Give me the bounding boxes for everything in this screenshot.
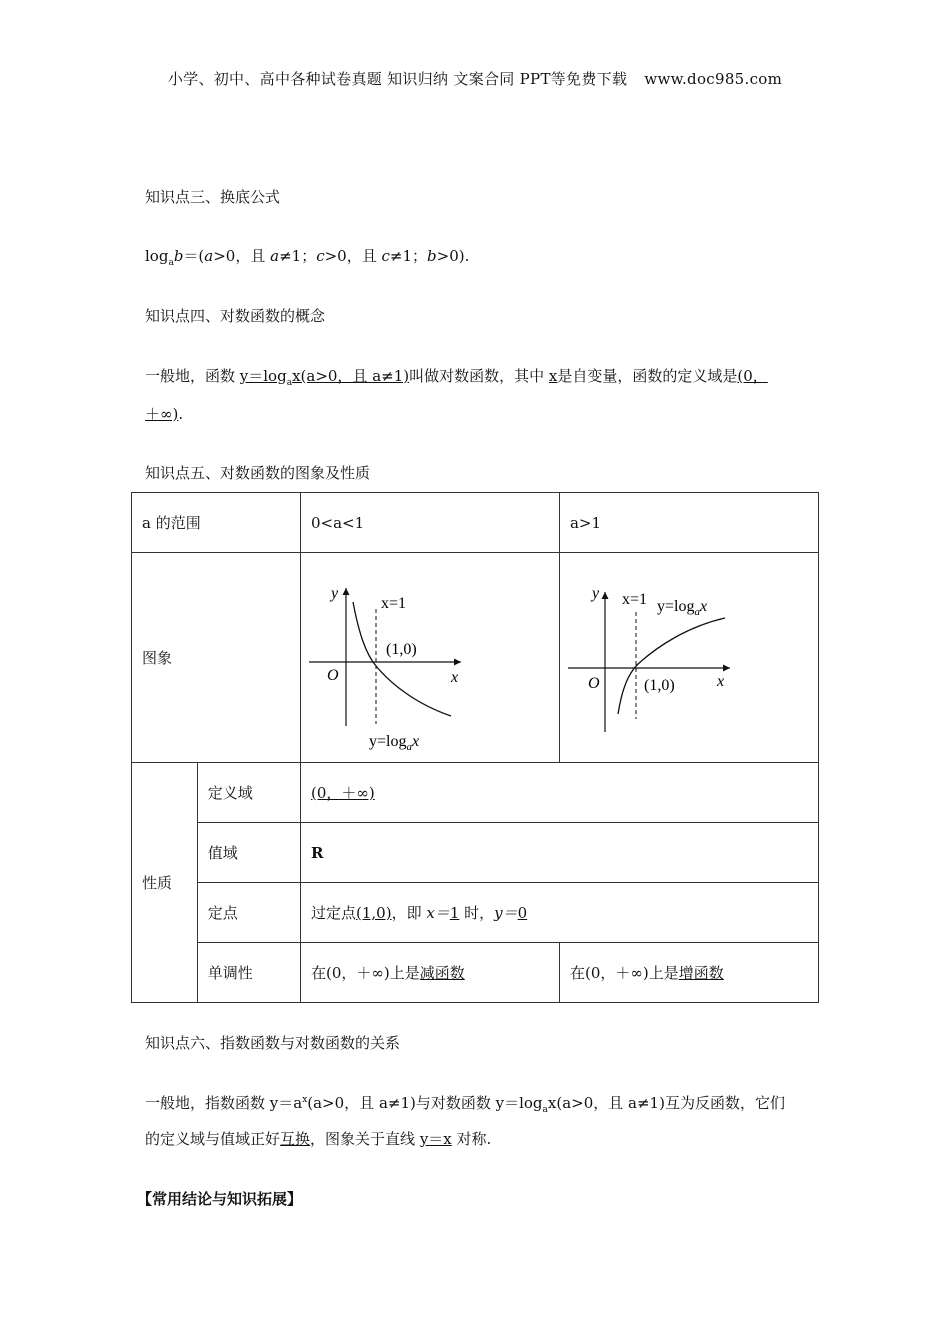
graph-increasing-svg bbox=[560, 554, 818, 762]
label-fixed-point: 定点 bbox=[197, 883, 300, 943]
header-text: 小学、初中、高中各种试卷真题 知识归纳 文案合同 PPT等免费下载 bbox=[167, 70, 628, 88]
graph-decreasing bbox=[300, 553, 559, 763]
value-mono-decreasing: 在(0，＋∞)上是减函数 bbox=[300, 943, 559, 1003]
label-x: x bbox=[450, 668, 459, 686]
col-header-small: 0<a<1 bbox=[300, 493, 559, 553]
label-curve: $y=\log_ax$ bbox=[656, 597, 708, 618]
value-domain: (0，＋∞) bbox=[300, 763, 818, 823]
label-x-eq-1: x=1 bbox=[621, 590, 648, 608]
label-monotonicity: 单调性 bbox=[197, 943, 300, 1003]
label-origin: O bbox=[587, 674, 600, 692]
properties-table bbox=[131, 492, 819, 1003]
label-range: 值域 bbox=[197, 823, 300, 883]
section-3-title: 知识点三、换底公式 bbox=[145, 188, 281, 206]
value-mono-increasing: 在(0，＋∞)上是增函数 bbox=[559, 943, 818, 1003]
section-5-title: 知识点五、对数函数的图象及性质 bbox=[145, 464, 371, 482]
graph-decreasing-svg bbox=[301, 554, 559, 762]
label-y: y bbox=[591, 584, 600, 602]
log-curve-decreasing bbox=[353, 602, 451, 716]
label-point: (1,0) bbox=[643, 676, 675, 694]
section-4-title: 知识点四、对数函数的概念 bbox=[145, 307, 326, 325]
label-curve: $y=\log_ax$ bbox=[368, 732, 420, 753]
label-x-eq-1: x=1 bbox=[380, 594, 407, 612]
inverse-line-2: 的定义域与值域正好互换，图象关于直线 y＝x 对称. bbox=[145, 1130, 492, 1148]
col-header-large: a>1 bbox=[559, 493, 818, 553]
row-label-graph: 图象 bbox=[132, 553, 301, 763]
page-header bbox=[0, 68, 950, 89]
row-label-properties: 性质 bbox=[132, 763, 198, 1003]
label-x: x bbox=[716, 672, 725, 690]
log-curve-increasing bbox=[618, 618, 725, 714]
label-origin: O bbox=[326, 666, 339, 684]
label-domain: 定义域 bbox=[197, 763, 300, 823]
log-def-line-2: ＋∞). bbox=[145, 405, 184, 423]
inverse-line-1: 一般地，指数函数 $y=a^x(a>0$，且 a≠1)与对数函数 $y=\log_ax(a>0$，且 a≠1)互为反函数，它们 bbox=[145, 1094, 785, 1115]
label-point: (1,0) bbox=[385, 640, 417, 658]
value-fixed-point: 过定点(1,0)，即 x＝1 时，y＝0 bbox=[300, 883, 818, 943]
change-of-base-formula: $\log_ab=(a>0$，且 a≠1；c>0，且 c≠1；b>0). bbox=[145, 247, 470, 268]
value-range: R bbox=[300, 823, 818, 883]
log-def-line-1: 一般地，函数 $y=\log_ax(a>0$，且 a≠1)叫做对数函数，其中 x是自变量，函数的定义域是(0， bbox=[145, 367, 768, 388]
label-y: y bbox=[330, 584, 339, 602]
header-url[interactable]: www.doc985.com bbox=[644, 70, 783, 88]
graph-increasing bbox=[559, 553, 818, 763]
extension-title: 【常用结论与知识拓展】 bbox=[137, 1190, 303, 1208]
section-6-title: 知识点六、指数函数与对数函数的关系 bbox=[145, 1034, 401, 1052]
col-header-range: a 的范围 bbox=[132, 493, 301, 553]
